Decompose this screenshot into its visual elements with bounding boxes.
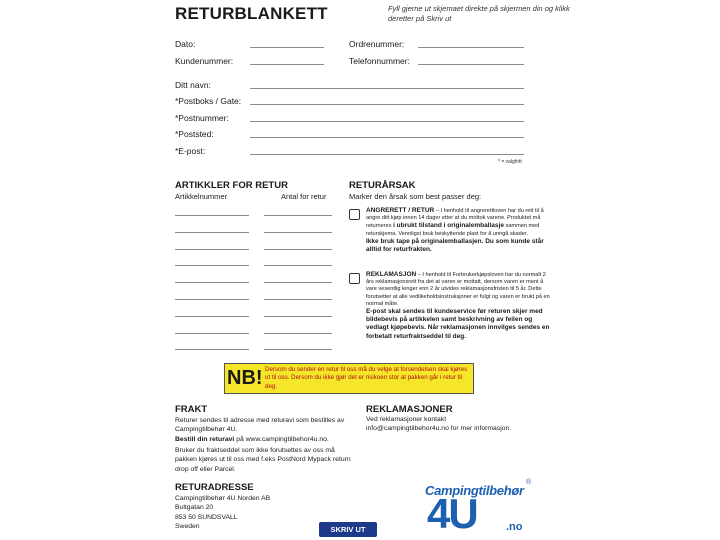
telefonnummer-field[interactable] xyxy=(418,64,524,65)
frakt-paragraph-1: Returer sendes til adresse med returavi som bestilles av Campingtilbehør 4U. Bestill din returavi på www.campingtilbehor4u.no. xyxy=(175,417,345,443)
reklamasjon-checkbox[interactable] xyxy=(349,273,360,284)
postnummer-field[interactable] xyxy=(250,121,524,122)
article-quantity-field[interactable] xyxy=(264,349,332,350)
reklamasjoner-heading: REKLAMASJONER xyxy=(366,404,453,415)
reklamasjon-title: REKLAMASJON xyxy=(366,271,417,278)
article-number-field[interactable] xyxy=(175,265,249,266)
nb-text: Dersom du sender en retur til oss må du velge at forsendelsen skal kjøres ut til oss. Dersom du ikke gjør det er risikoen stor at pakken går i retur til deg. xyxy=(265,366,468,390)
logo-suffix: .no xyxy=(506,521,523,533)
nb-tag: NB! xyxy=(227,367,263,389)
article-number-field[interactable] xyxy=(175,333,249,334)
reklamasjoner-text: Ved reklamasjoner kontakt info@campingtilbehor4u.no for mer informasjon. xyxy=(366,416,512,433)
poststed-label: *Poststed: xyxy=(175,129,214,139)
logo-registered-mark: ® xyxy=(526,479,532,486)
reklamasjon-text: REKLAMASJON – I henhold til Forbrukerkjøpsloven har du normalt 2 års reklamasjonsrett fra det at varen er mottatt, dersom varen er ment å vare vesentlig lenger enn 2 år utvides reklamasjonsfristen til 5 år. Dette forutsetter at alle vedlikeholdsinstruksjoner er fulgt og varen er brukt på en normal måte. E-post skal sendes til kundeservice før returen skjer med bildebevis på artikkelen samt beskrivning av feilen og vedlagt kjøpebevis. Når reklamasjonen innvilges sendes en forbetalt returfraktseddel til deg. xyxy=(366,271,550,340)
article-number-field[interactable] xyxy=(175,215,249,216)
articles-heading: ARTIKKLER FOR RETUR xyxy=(175,180,288,191)
article-number-header: Artikkelnummer xyxy=(175,192,228,201)
frakt-heading: FRAKT xyxy=(175,404,208,415)
returadresse-heading: RETURADRESSE xyxy=(175,482,254,493)
dato-label: Dato: xyxy=(175,39,196,49)
nb-notice xyxy=(224,363,474,394)
article-number-field[interactable] xyxy=(175,349,249,350)
ordrenummer-label: Ordrenummer: xyxy=(349,39,405,49)
poststed-field[interactable] xyxy=(250,137,524,138)
kundenummer-label: Kundenummer: xyxy=(175,56,234,66)
article-quantity-header: Antal for retur xyxy=(281,192,327,201)
article-quantity-field[interactable] xyxy=(264,249,332,250)
article-number-field[interactable] xyxy=(175,299,249,300)
dato-field[interactable] xyxy=(250,47,324,48)
logo-4u: 4U xyxy=(427,490,477,537)
telefonnummer-label: Telefonnummer: xyxy=(349,56,410,66)
instruction-text: Fyll gjerne ut skjemaet direkte på skjermen din og klikk deretter på Skriv ut xyxy=(388,4,570,23)
article-quantity-field[interactable] xyxy=(264,282,332,283)
article-number-field[interactable] xyxy=(175,316,249,317)
returadresse-lines: Campingtilbehør 4U Norden AB Bultgatan 20 853 50 SUNDSVALL Sweden xyxy=(175,495,271,530)
reklamasjoner-email[interactable]: info@campingtilbehor4u.no for mer informasjon. xyxy=(366,425,512,433)
frakt-link[interactable]: på www.campingtilbehor4u.no. xyxy=(234,435,329,443)
postboks-field[interactable] xyxy=(250,104,524,105)
angrerett-text: ANGRERETT / RETUR – I henhold til angrerettloven har du rett til å angre ditt kjøp innen 14 dager etter at du mottok varene. Produktet må returneres i ubrukt tilstand i originalemballasje sammen med returskjema. Vennligst bruk beskyttende plast for å unngå skader. Ikke bruk tape på originalemballasjen. Du som kunde står alltid for returfrakten. xyxy=(366,207,544,254)
reasons-subheading: Marker den årsak som best passer deg: xyxy=(349,192,482,201)
postboks-label: *Postboks / Gate: xyxy=(175,96,242,106)
angrerett-checkbox[interactable] xyxy=(349,209,360,220)
epost-label: *E-post: xyxy=(175,146,206,156)
valgfritt-note: * = valgfritt xyxy=(498,159,522,165)
frakt-paragraph-2: Bruker du fraktseddel som ikke forutsettes av oss må pakken kjøres ut til oss med f.eks PostNord Mypack return drop off eller Parcel. xyxy=(175,447,351,473)
kundenummer-field[interactable] xyxy=(250,64,324,65)
ordrenummer-field[interactable] xyxy=(418,47,524,48)
ditt-navn-field[interactable] xyxy=(250,88,524,89)
article-quantity-field[interactable] xyxy=(264,215,332,216)
article-quantity-field[interactable] xyxy=(264,316,332,317)
angrerett-title: ANGRERETT / RETUR xyxy=(366,207,435,214)
article-quantity-field[interactable] xyxy=(264,265,332,266)
logo-wordmark: Campingtilbehør xyxy=(425,483,524,498)
postnummer-label: *Postnummer: xyxy=(175,113,229,123)
ditt-navn-label: Ditt navn: xyxy=(175,80,211,90)
print-button[interactable]: SKRIV UT xyxy=(319,522,377,537)
page-title: RETURBLANKETT xyxy=(175,4,328,23)
article-quantity-field[interactable] xyxy=(264,333,332,334)
article-number-field[interactable] xyxy=(175,232,249,233)
reasons-heading: RETURÅRSAK xyxy=(349,180,416,191)
epost-field[interactable] xyxy=(250,154,524,155)
article-number-field[interactable] xyxy=(175,249,249,250)
article-quantity-field[interactable] xyxy=(264,299,332,300)
article-number-field[interactable] xyxy=(175,282,249,283)
article-quantity-field[interactable] xyxy=(264,232,332,233)
